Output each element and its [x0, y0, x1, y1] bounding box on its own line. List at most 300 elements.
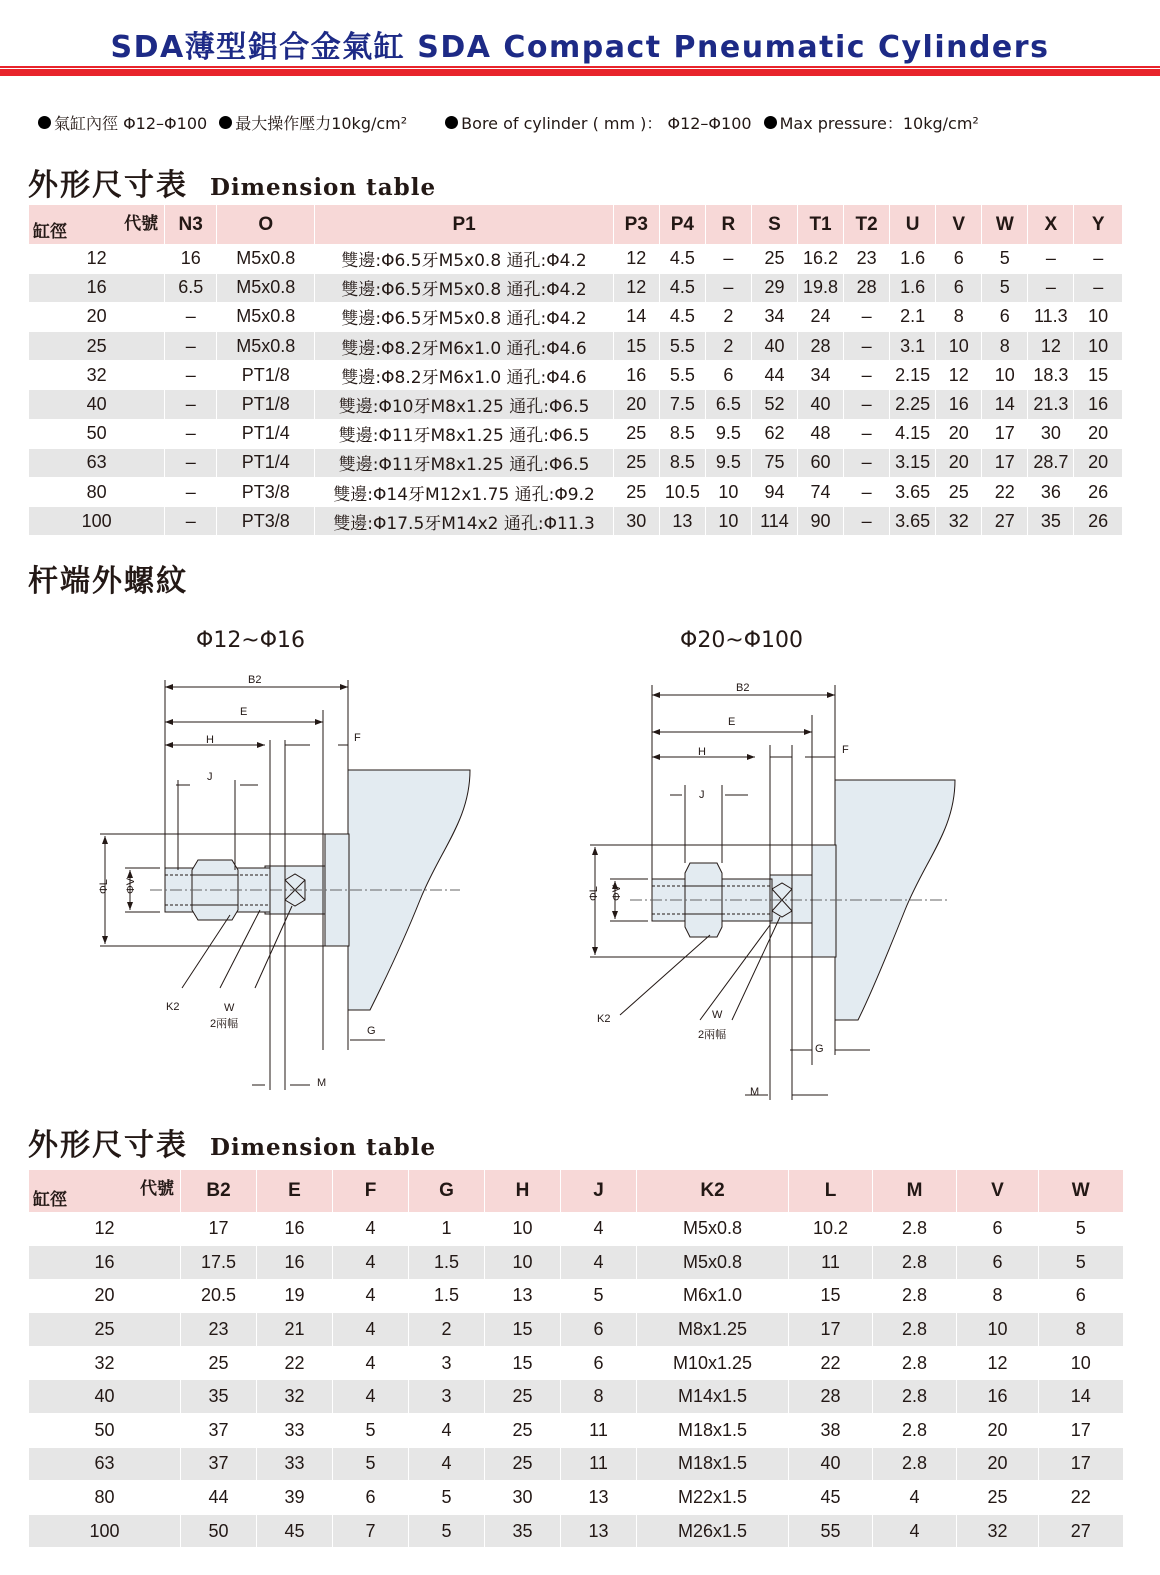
table-cell: 40 [751, 332, 797, 361]
column-header-p3: P3 [613, 205, 659, 244]
table-cell: 50 [181, 1514, 257, 1548]
table-cell: 62 [751, 419, 797, 448]
table-cell: 2 [705, 332, 751, 361]
table-cell: 16 [957, 1380, 1039, 1414]
table-cell: – [705, 244, 751, 273]
table-row [29, 361, 1123, 390]
bore-cell: 63 [29, 1447, 181, 1481]
bore-cell: 100 [29, 507, 165, 536]
dim-label-m: M [317, 1077, 327, 1089]
table-cell: 25 [613, 419, 659, 448]
column-header-x: X [1028, 205, 1074, 244]
table-cell: 16 [257, 1246, 333, 1280]
table-cell: 32 [936, 507, 982, 536]
table-cell: M5x0.8 [217, 244, 315, 273]
table-cell: 10 [982, 361, 1028, 390]
table-cell: 26 [1074, 478, 1122, 507]
table-cell: 6.5 [705, 390, 751, 419]
table-cell: 2.8 [873, 1414, 957, 1448]
table-cell: 9.5 [705, 448, 751, 477]
spec-line [38, 108, 991, 136]
bullet-icon [219, 116, 232, 129]
table-cell: 24 [798, 302, 844, 331]
bore-cell: 32 [29, 361, 165, 390]
table-cell: – [165, 419, 217, 448]
table-cell: 3.65 [890, 507, 936, 536]
table-cell: PT3/8 [217, 478, 315, 507]
table-cell: M5x0.8 [217, 273, 315, 302]
table-cell: 10 [705, 507, 751, 536]
table-cell: M5x0.8 [637, 1212, 789, 1246]
table-cell: 3 [409, 1380, 485, 1414]
table-cell: 4 [873, 1514, 957, 1548]
table-cell: 20.5 [181, 1279, 257, 1313]
table-cell: 13 [561, 1514, 637, 1548]
table-cell: 5 [1039, 1246, 1123, 1280]
table-cell: 10 [1074, 332, 1122, 361]
table-row [29, 273, 1123, 302]
table-cell: 30 [613, 507, 659, 536]
column-header-y: Y [1074, 205, 1122, 244]
table-cell: 16 [165, 244, 217, 273]
table-cell: PT1/4 [217, 419, 315, 448]
table-cell: 18.3 [1028, 361, 1074, 390]
table-cell: 2.8 [873, 1447, 957, 1481]
table-cell: 25 [936, 478, 982, 507]
table-cell: 33 [257, 1414, 333, 1448]
table-cell: 20 [1074, 419, 1122, 448]
table-cell: 雙邊:Φ17.5牙M14x2 通孔:Φ11.3 [315, 507, 613, 536]
table-cell: 22 [1039, 1481, 1123, 1515]
bore-cell: 12 [29, 244, 165, 273]
table-cell: 8.5 [659, 419, 705, 448]
table-cell: 37 [181, 1414, 257, 1448]
table-cell: 28.7 [1028, 448, 1074, 477]
table-cell: 25 [181, 1346, 257, 1380]
dim-label-f: F [354, 732, 361, 744]
table-cell: – [165, 361, 217, 390]
table-row [29, 1279, 1123, 1313]
table-cell: 4 [333, 1380, 409, 1414]
table-cell: 45 [789, 1481, 873, 1515]
table-cell: 90 [798, 507, 844, 536]
corner-header [29, 1170, 181, 1212]
table-cell: 1.5 [409, 1246, 485, 1280]
table-cell: – [1074, 244, 1122, 273]
table-cell: 16 [1074, 390, 1122, 419]
dim-label-w: W [712, 1009, 723, 1021]
table-cell: – [1028, 273, 1074, 302]
table-row [29, 1380, 1123, 1414]
table-cell: – [844, 390, 890, 419]
table-cell: 17 [181, 1212, 257, 1246]
table-cell: 10.5 [659, 478, 705, 507]
table-cell: 6 [957, 1246, 1039, 1280]
table-cell: 6 [705, 361, 751, 390]
table-cell: 17 [1039, 1414, 1123, 1448]
dim-label-f: F [842, 744, 849, 756]
table-row [29, 419, 1123, 448]
table-cell: 4 [333, 1279, 409, 1313]
corner-header-bore: 缸徑 [33, 222, 67, 242]
table-cell: – [1074, 273, 1122, 302]
dim-label-g: G [367, 1025, 376, 1037]
table-header [29, 1170, 1123, 1212]
table-cell: 28 [789, 1380, 873, 1414]
table-cell: 雙邊:Φ11牙M8x1.25 通孔:Φ6.5 [315, 448, 613, 477]
diagram-right-label: Φ20~Φ100 [680, 628, 804, 653]
table-cell: 48 [798, 419, 844, 448]
table-cell: 11 [561, 1447, 637, 1481]
table-cell: 10 [957, 1313, 1039, 1347]
table-cell: 75 [751, 448, 797, 477]
table-cell: 2.15 [890, 361, 936, 390]
dim-label-l: ΦL [98, 879, 110, 894]
table-cell: 3.65 [890, 478, 936, 507]
table-cell: 5 [561, 1279, 637, 1313]
table-cell: 4.15 [890, 419, 936, 448]
table-cell: 38 [789, 1414, 873, 1448]
table-cell: – [165, 507, 217, 536]
table-cell: 27 [982, 507, 1028, 536]
table-cell: 雙邊:Φ6.5牙M5x0.8 通孔:Φ4.2 [315, 244, 613, 273]
table-row [29, 507, 1123, 536]
table-cell: 44 [181, 1481, 257, 1515]
column-header-r: R [705, 205, 751, 244]
table-row [29, 1246, 1123, 1280]
bore-cell: 40 [29, 390, 165, 419]
table-cell: 12 [1028, 332, 1074, 361]
table-cell: 雙邊:Φ11牙M8x1.25 通孔:Φ6.5 [315, 419, 613, 448]
table-cell: 25 [751, 244, 797, 273]
bore-cell: 20 [29, 302, 165, 331]
corner-header-code: 代號 [140, 1179, 174, 1199]
table-cell: 3 [409, 1346, 485, 1380]
table-cell: – [705, 273, 751, 302]
dim-label-h: H [698, 746, 706, 758]
table-cell: 17 [982, 448, 1028, 477]
table-cell: PT3/8 [217, 507, 315, 536]
dim-label-w-note: 2兩幅 [210, 1018, 239, 1030]
bore-cell: 80 [29, 1481, 181, 1515]
table-cell: 2.8 [873, 1246, 957, 1280]
table-row [29, 332, 1123, 361]
table-cell: – [165, 302, 217, 331]
column-header-b2: B2 [181, 1170, 257, 1212]
table-row [29, 390, 1123, 419]
table-row [29, 302, 1123, 331]
table-cell: 雙邊:Φ6.5牙M5x0.8 通孔:Φ4.2 [315, 273, 613, 302]
table-cell: – [844, 507, 890, 536]
table-cell: – [165, 478, 217, 507]
column-header-t2: T2 [844, 205, 890, 244]
table-row [29, 1481, 1123, 1515]
table-cell: M5x0.8 [637, 1246, 789, 1280]
dim-label-l: ΦL [588, 886, 600, 901]
rod-end-diagram-large [570, 675, 990, 1110]
table-cell: – [844, 302, 890, 331]
table-cell: 10 [705, 478, 751, 507]
table-cell: PT1/8 [217, 390, 315, 419]
bore-cell: 16 [29, 273, 165, 302]
table-cell: 25 [613, 478, 659, 507]
table-cell: 20 [936, 419, 982, 448]
table-cell: 14 [613, 302, 659, 331]
table-cell: PT1/8 [217, 361, 315, 390]
table-cell: 2 [409, 1313, 485, 1347]
table-cell: 4 [333, 1212, 409, 1246]
table-cell: 5 [409, 1514, 485, 1548]
column-header-n3: N3 [165, 205, 217, 244]
dim-label-m: M [750, 1086, 760, 1098]
table-cell: 22 [982, 478, 1028, 507]
dim-label-k2: K2 [166, 1001, 180, 1013]
header-row [29, 205, 1123, 244]
dim-label-v: ΦV [125, 877, 137, 894]
table-cell: M18x1.5 [637, 1414, 789, 1448]
diagram-left-label: Φ12~Φ16 [196, 628, 306, 653]
table-cell: 4 [409, 1414, 485, 1448]
table-cell: 10.2 [789, 1212, 873, 1246]
column-header-l: L [789, 1170, 873, 1212]
table-cell: 11 [789, 1246, 873, 1280]
bore-cell: 80 [29, 478, 165, 507]
table-cell: – [1028, 244, 1074, 273]
table-row [29, 1346, 1123, 1380]
bore-cell: 25 [29, 1313, 181, 1347]
table-cell: 37 [181, 1447, 257, 1481]
table-cell: 12 [613, 244, 659, 273]
table-cell: 4 [333, 1346, 409, 1380]
dim-label-e: E [240, 706, 248, 718]
table-cell: 16 [257, 1212, 333, 1246]
column-header-v: V [957, 1170, 1039, 1212]
table-cell: 10 [1039, 1346, 1123, 1380]
bullet-icon [445, 116, 458, 129]
dim-label-k2: K2 [597, 1013, 611, 1025]
page-title: SDA薄型鋁合金氣缸 SDA Compact Pneumatic Cylinders [110, 30, 1050, 65]
table-cell: 雙邊:Φ10牙M8x1.25 通孔:Φ6.5 [315, 390, 613, 419]
table-cell: 6 [333, 1481, 409, 1515]
table-row [29, 1414, 1123, 1448]
table-row [29, 244, 1123, 273]
table-cell: 8 [957, 1279, 1039, 1313]
table-cell: 20 [957, 1447, 1039, 1481]
table-cell: 雙邊:Φ14牙M12x1.75 通孔:Φ9.2 [315, 478, 613, 507]
bore-cell: 40 [29, 1380, 181, 1414]
section-title-dimension-2: 外形尺寸表 Dimension table [28, 1128, 437, 1163]
table-cell: 8 [561, 1380, 637, 1414]
table-cell: 12 [936, 361, 982, 390]
table-cell: 6 [982, 302, 1028, 331]
page-header [0, 0, 1160, 80]
table-cell: – [165, 448, 217, 477]
table-cell: 雙邊:Φ8.2牙M6x1.0 通孔:Φ4.6 [315, 361, 613, 390]
header-row [29, 1170, 1123, 1212]
table-cell: 52 [751, 390, 797, 419]
table-cell: 11.3 [1028, 302, 1074, 331]
bore-cell: 50 [29, 1414, 181, 1448]
column-header-p1: P1 [315, 205, 613, 244]
table-cell: 45 [257, 1514, 333, 1548]
column-header-w: W [982, 205, 1028, 244]
table-cell: 28 [798, 332, 844, 361]
table-cell: 34 [798, 361, 844, 390]
spec-item: 氣缸內徑 Φ12–Φ100 [38, 111, 207, 134]
table-cell: 1.6 [890, 244, 936, 273]
column-header-o: O [217, 205, 315, 244]
table-cell: 35 [1028, 507, 1074, 536]
table-cell: 22 [257, 1346, 333, 1380]
table-cell: 13 [561, 1481, 637, 1515]
column-header-m: M [873, 1170, 957, 1212]
table-cell: 20 [957, 1414, 1039, 1448]
table-cell: 6 [957, 1212, 1039, 1246]
dim-label-b2: B2 [736, 682, 750, 694]
column-header-j: J [561, 1170, 637, 1212]
table-cell: 21.3 [1028, 390, 1074, 419]
bullet-icon [38, 116, 51, 129]
table-cell: 4 [873, 1481, 957, 1515]
table-cell: 30 [485, 1481, 561, 1515]
table-cell: 40 [798, 390, 844, 419]
corner-header-code: 代號 [124, 214, 159, 234]
table-cell: 4.5 [659, 273, 705, 302]
table-cell: 12 [957, 1346, 1039, 1380]
table-cell: 32 [957, 1514, 1039, 1548]
table-cell: 4.5 [659, 302, 705, 331]
table-cell: 14 [982, 390, 1028, 419]
table-cell: – [165, 332, 217, 361]
column-header-t1: T1 [798, 205, 844, 244]
table-row [29, 1447, 1123, 1481]
table-cell: 74 [798, 478, 844, 507]
table-cell: 6 [561, 1313, 637, 1347]
table-cell: 27 [1039, 1514, 1123, 1548]
table-cell: 40 [789, 1447, 873, 1481]
table-cell: M22x1.5 [637, 1481, 789, 1515]
table-cell: 16 [613, 361, 659, 390]
table-cell: 雙邊:Φ8.2牙M6x1.0 通孔:Φ4.6 [315, 332, 613, 361]
table-cell: 13 [485, 1279, 561, 1313]
table-cell: 2.25 [890, 390, 936, 419]
table-cell: 15 [1074, 361, 1122, 390]
table-cell: 5 [1039, 1212, 1123, 1246]
table-cell: 3.15 [890, 448, 936, 477]
table-cell: 4 [561, 1246, 637, 1280]
table-cell: 1.6 [890, 273, 936, 302]
column-header-u: U [890, 205, 936, 244]
table-cell: 13 [659, 507, 705, 536]
corner-header [29, 205, 165, 244]
table-cell: 2.8 [873, 1346, 957, 1380]
dim-label-e: E [728, 716, 736, 728]
table-cell: M18x1.5 [637, 1447, 789, 1481]
table-cell: M5x0.8 [217, 302, 315, 331]
table-cell: – [165, 390, 217, 419]
table-row [29, 448, 1123, 477]
table-cell: 5 [982, 273, 1028, 302]
table-cell: 5 [982, 244, 1028, 273]
table-cell: – [844, 448, 890, 477]
table-cell: 28 [844, 273, 890, 302]
table-cell: 20 [1074, 448, 1122, 477]
dim-label-g: G [815, 1043, 824, 1055]
table-cell: 4 [333, 1313, 409, 1347]
table-cell: M5x0.8 [217, 332, 315, 361]
table-cell: 19.8 [798, 273, 844, 302]
table-row [29, 1212, 1123, 1246]
table-cell: 4 [561, 1212, 637, 1246]
table-cell: 25 [485, 1380, 561, 1414]
section-title-dimension-1: 外形尺寸表 Dimension table [28, 168, 437, 203]
table-cell: 35 [181, 1380, 257, 1414]
table-cell: 17.5 [181, 1246, 257, 1280]
table-cell: 25 [613, 448, 659, 477]
table-cell: 14 [1039, 1380, 1123, 1414]
column-header-p4: P4 [659, 205, 705, 244]
table-cell: 29 [751, 273, 797, 302]
table-cell: 5.5 [659, 361, 705, 390]
dim-label-j: J [207, 771, 213, 783]
table-cell: 17 [982, 419, 1028, 448]
header-divider-thin [0, 66, 1160, 68]
table-cell: 6 [936, 244, 982, 273]
table-body [29, 1212, 1123, 1548]
table-cell: 16 [936, 390, 982, 419]
section-title-rod-thread: 杆端外螺紋 [28, 564, 188, 599]
table-cell: 6 [561, 1346, 637, 1380]
table-cell: 2 [705, 302, 751, 331]
table-cell: 10 [936, 332, 982, 361]
table-cell: 25 [485, 1447, 561, 1481]
dim-label-b2: B2 [248, 674, 262, 686]
table-cell: 16.2 [798, 244, 844, 273]
table-cell: 32 [257, 1380, 333, 1414]
table-cell: 39 [257, 1481, 333, 1515]
column-header-h: H [485, 1170, 561, 1212]
table-cell: M6x1.0 [637, 1279, 789, 1313]
table-cell: 23 [181, 1313, 257, 1347]
table-cell: 19 [257, 1279, 333, 1313]
table-cell: 10 [485, 1246, 561, 1280]
table-cell: – [844, 419, 890, 448]
table-cell: 12 [613, 273, 659, 302]
table-cell: 1.5 [409, 1279, 485, 1313]
table-cell: 20 [613, 390, 659, 419]
table-body [29, 244, 1123, 536]
dim-label-w: W [224, 1002, 235, 1014]
spec-item: Max pressure：10kg/cm² [764, 111, 979, 134]
table-cell: 2.8 [873, 1279, 957, 1313]
table-header [29, 205, 1123, 244]
table-cell: 94 [751, 478, 797, 507]
table-cell: 15 [789, 1279, 873, 1313]
table-cell: 6 [1039, 1279, 1123, 1313]
column-header-e: E [257, 1170, 333, 1212]
bore-cell: 20 [29, 1279, 181, 1313]
table-cell: 55 [789, 1514, 873, 1548]
table-cell: 36 [1028, 478, 1074, 507]
dimension-table-2 [28, 1170, 1123, 1548]
table-cell: 44 [751, 361, 797, 390]
table-cell: M10x1.25 [637, 1346, 789, 1380]
table-cell: 8 [982, 332, 1028, 361]
table-cell: 22 [789, 1346, 873, 1380]
table-cell: 4 [409, 1447, 485, 1481]
table-cell: M14x1.5 [637, 1380, 789, 1414]
spec-item: 最大操作壓力10kg/cm² [219, 111, 407, 134]
